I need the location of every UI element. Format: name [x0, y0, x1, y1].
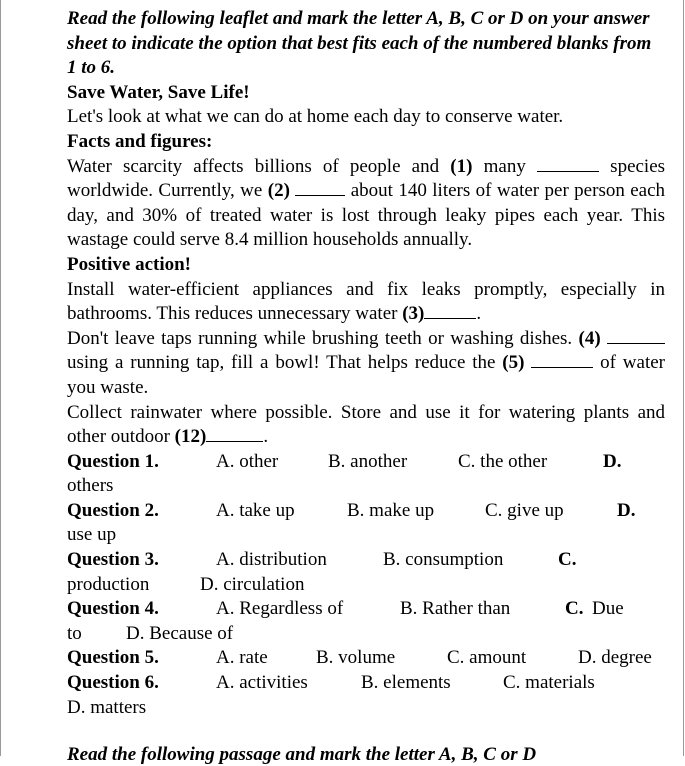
question-6-label: Question 6.: [67, 672, 159, 694]
facts-text-4: about 140 liters of water per person each day, and 30% of treated water is lost through leaky pipes each year. This wastage could serve 8.4 million households annually.: [67, 180, 666, 251]
question-4-label: Question 4.: [67, 598, 159, 620]
question-4-row: [67, 597, 665, 622]
question-3-label: Question 3.: [67, 549, 159, 571]
facts-heading: Facts and figures:: [67, 130, 213, 152]
action-paragraph-1: [67, 278, 665, 327]
blank-2: [295, 180, 345, 196]
page-border-left: [0, 0, 1, 756]
blank-number-3: (3): [402, 303, 425, 325]
leaflet-title: Save Water, Save Life!: [67, 81, 250, 103]
question-4-option-c-letter: C.: [565, 598, 584, 620]
action3-text: Collect rainwater where possible. Store and use it for watering plants and other outdoor: [67, 401, 665, 448]
facts-text-3: species worldwide. Currently, we: [67, 155, 666, 202]
question-1-row: [67, 450, 665, 475]
action2-text-2: using a running tap, fill a bowl! That helps reduce the: [67, 352, 496, 374]
leaflet-lead: Let's look at what we can do at home each day to conserve water.: [67, 106, 564, 128]
question-5-option-b: B. volume: [316, 647, 396, 669]
page-border-right: [683, 0, 684, 756]
action-paragraph-2: [67, 327, 665, 401]
question-4-option-c-text: Due: [592, 598, 624, 620]
question-6-option-b: B. elements: [361, 672, 451, 694]
question-2-option-b: B. make up: [347, 499, 435, 521]
question-3-option-c-letter: C.: [558, 549, 577, 571]
blank-number-12: (12): [174, 426, 207, 448]
question-1-option-a: A. other: [216, 450, 279, 472]
blank-5: [531, 352, 593, 368]
question-2-option-c: C. give up: [485, 499, 564, 521]
question-2-option-d-text: use up: [67, 524, 117, 546]
blank-3: [424, 303, 476, 319]
facts-paragraph: [67, 155, 665, 253]
instruction: Read the following leaflet and mark the letter A, B, C or D on your answer sheet to indicate the option that best fits each of the numbered blanks from 1 to 6.: [67, 8, 652, 79]
question-3-option-c-text: production: [67, 573, 150, 595]
question-3-option-d: D. circulation: [200, 573, 305, 595]
facts-text-2: many: [483, 155, 526, 177]
question-3-row-2: [67, 573, 665, 598]
action2-text-3: of water you waste.: [67, 352, 665, 398]
blank-12: [206, 426, 263, 442]
question-4-option-c-tail: to: [67, 622, 82, 644]
question-5-option-a: A. rate: [216, 647, 268, 669]
question-6-option-d: D. matters: [67, 696, 147, 718]
question-3-option-b: B. consumption: [383, 549, 504, 571]
action-paragraph-3: [67, 401, 665, 450]
question-1-option-b: B. another: [328, 450, 408, 472]
question-2-option-d-letter: D.: [617, 499, 636, 521]
question-5-row: [67, 646, 665, 671]
action1-text: Install water-efficient appliances and fix leaks promptly, especially in bathrooms. This reduces unnecessary water: [67, 278, 665, 325]
question-2-row: [67, 499, 665, 524]
question-5-option-d: D. degree: [578, 647, 652, 669]
action3-end: .: [263, 426, 269, 448]
blank-number-4: (4): [578, 327, 601, 349]
question-3-option-a: A. distribution: [216, 549, 327, 571]
worksheet: [67, 7, 665, 720]
action1-end: .: [476, 303, 482, 325]
question-4-row-2: [67, 622, 665, 647]
question-4-option-b: B. Rather than: [400, 598, 511, 620]
question-4-option-d: D. Because of: [126, 622, 234, 644]
facts-text-1: Water scarcity affects billions of people and: [67, 155, 440, 177]
question-3-row: [67, 548, 665, 573]
question-1-option-c: C. the other: [458, 450, 548, 472]
question-2-option-a: A. take up: [216, 499, 295, 521]
question-1-label: Question 1.: [67, 450, 159, 472]
question-5-option-c: C. amount: [447, 647, 527, 669]
action2-text-1: Don't leave taps running while brushing teeth or washing dishes.: [67, 327, 573, 349]
blank-1: [537, 156, 599, 172]
action-heading: Positive action!: [67, 253, 192, 275]
question-5-label: Question 5.: [67, 647, 159, 669]
question-1-option-d-text: others: [67, 475, 114, 497]
question-4-option-a: A. Regardless of: [216, 598, 344, 620]
blank-number-2: (2): [267, 180, 290, 202]
question-2-label: Question 2.: [67, 499, 159, 521]
question-6-option-a: A. activities: [216, 672, 308, 694]
blank-number-1: (1): [450, 155, 473, 177]
next-section-instruction: Read the following passage and mark the letter A, B, C or D: [67, 744, 537, 765]
blank-4: [607, 328, 665, 344]
question-1-option-d-letter: D.: [603, 450, 622, 472]
blank-number-5: (5): [502, 352, 525, 374]
question-6-row: [67, 671, 665, 696]
question-6-option-c: C. materials: [503, 672, 595, 694]
